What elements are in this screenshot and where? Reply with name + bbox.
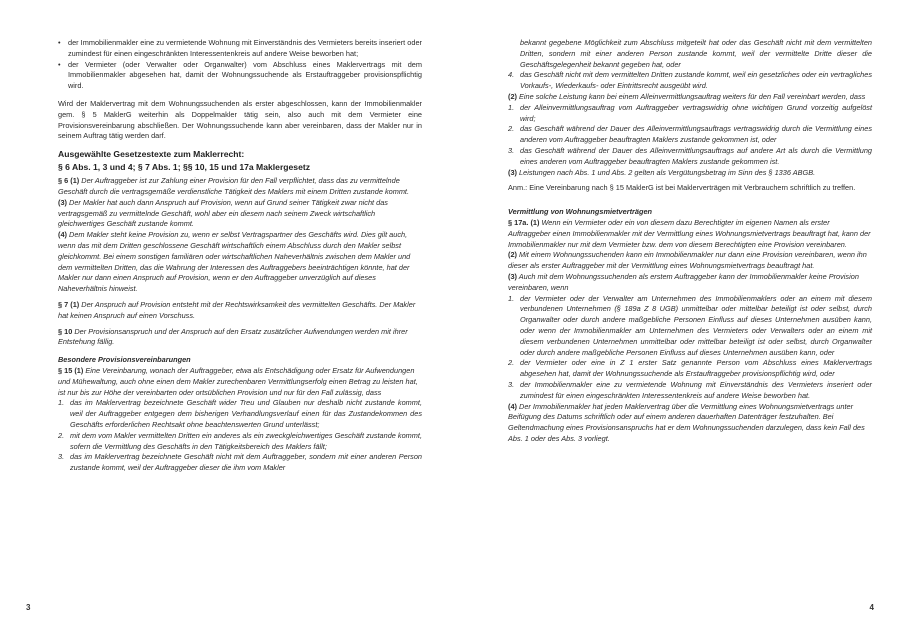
law-label: § 6 (1) — [58, 176, 80, 186]
law-text: Eine Vereinbarung, wonach der Auftraggeber, etwa als Entschädigung oder Ersatz für Aufwendungen und Mühewaltung, auch ohne einen dem Makler zurechenbaren Vermittlungserfolg einen Betrag zu leisten hat, ist nur bis zur Höhe der vereinbarten oder ortsüblichen Provision und nur für den Fall zulässig, dass — [58, 365, 418, 397]
paragraph-15-3 — [508, 168, 872, 179]
list-item: 2. mit dem vom Makler vermittelten Dritten ein anderes als ein zweckgleichwertiges Geschäft zustande kommt, sofern die Vermittlung des Geschäfts in den Tätigkeitsbereich des Maklers fällt; — [58, 430, 422, 451]
law-text: Der Anspruch auf Provision entsteht mit der Rechtswirksamkeit des vermittelten Geschäfts. Der Makler hat keinen Anspruch auf einen Vorschuss. — [58, 299, 416, 320]
law-label: § 17a. (1) — [508, 217, 540, 227]
condition-bullet-list — [58, 38, 422, 92]
paragraph-10 — [58, 327, 422, 349]
law-label: (3) — [58, 197, 67, 207]
law-label: § 10 — [58, 326, 73, 336]
paragraph-17a-3-list — [508, 294, 872, 402]
list-item: 1. der Vermieter oder der Verwalter am Unternehmen des Immobilienmaklers oder an einem mit diesem verbundenen Unternehmen (§ 189a Z 8 UGB) unmittelbar oder mittelbar beteiligt ist oder selbst, durch Organwalter oder durch andere maßgebliche Personen Einfluss auf dieses Unternehmen ausüben kann, oder wenn der Immobilienmakler am Unternehmen des Vermieters oder Verwalters oder an einem mit diesem verbundenen Unternehmen unmittelbar oder mittelbar beteiligt ist oder selbst, durch Organwalter oder durch andere maßgebliche Personen Einfluss auf dieses Unternehmen ausüben kann, oder — [508, 293, 872, 357]
continued-list — [508, 38, 872, 92]
law-label: (3) — [508, 167, 517, 177]
law-text: Eine solche Leistung kann bei einem Alleinvermittlungsauftrag weiters für den Fall vereinbart werden, dass — [516, 91, 866, 101]
right-text-column — [508, 38, 872, 445]
paragraph-15-2-list — [508, 103, 872, 168]
paragraph-17a — [508, 218, 872, 294]
law-label: (4) — [508, 401, 517, 411]
list-item: 2. das Geschäft während der Dauer des Alleinvermittlungsauftrags vertragswidrig durch die Vermittlung eines anderen vom Auftraggeber beauftragten Maklers zustande gekommen ist, oder — [508, 124, 872, 145]
law-text: Der Auftraggeber ist zur Zahlung einer Provision für den Fall verpflichtet, dass das zu vermittelnde Geschäft durch die vertragsgemäße verdienstliche Tätigkeit des Maklers mit einem Dritten zustande kommt. — [58, 176, 410, 196]
list-item: 3. das im Maklervertrag bezeichnete Geschäft nicht mit dem Auftraggeber, sondern mit einer anderen Person zustande kommt, weil der Auftraggeber dieser die ihm vom Makler — [58, 452, 422, 473]
intro-paragraph: Wird der Maklervertrag mit dem Wohnungssuchenden als erster abgeschlossen, kann der Immobilienmakler gem. § 5 MaklerG weiterhin als Doppelmakler tätig sein, also auch mit dem Vermieter eine Provisionsvereinbarung abschließen. Der Wohnungssuchende kann aber vereinbaren, dass der Makler nur in seinem Auftrag tätig werden darf. — [58, 98, 422, 141]
law-text: Dem Makler steht keine Provision zu, wenn er selbst Vertragspartner des Geschäfts wird. Dies gilt auch, wenn das mit dem Dritten geschlossene Geschäft wirtschaftlich einem Abschluss durch den Makler selbst gleichkommt. Bei einem sonstigen familiären oder wirtschaftlichen Naheverhältnis zwischen dem Makler und dem vermittelten Dritten, das die Wahrung der Interessen des Auftraggebers beeinträchtigen könnte, hat der Makler nur dann einen Anspruch auf Provision, wenn er den Auftraggeber unverzüglich auf dieses Naheverhältnis hinweist. — [58, 230, 411, 294]
paragraph-15 — [58, 366, 422, 398]
page-number: 4 — [869, 603, 874, 612]
left-text-column — [58, 38, 422, 474]
list-item: • der Vermieter (oder Verwalter oder Organwalter) vom Abschluss eines Maklervertrags mit dem Immobilienmakler abgesehen hat, damit der Wohnungssuchende als Erstauftraggeber provisionspflichtig wird. — [58, 60, 422, 92]
law-label: (4) — [58, 230, 67, 240]
page-number: 3 — [26, 603, 31, 612]
paragraph-17a-4 — [508, 402, 872, 445]
paragraph-7 — [58, 300, 422, 322]
list-item: 4. das Geschäft nicht mit dem vermittelten Dritten zustande kommt, weil ein gesetzliches oder ein vertragliches Vorkaufs-, Wiederkaufs- oder Eintrittsrecht ausgeübt wird. — [508, 70, 872, 91]
list-item: 1. das im Maklervertrag bezeichnete Geschäft wider Treu und Glauben nur deshalb nicht zustande kommt, weil der Auftraggeber entgegen dem bisherigen Verhandlungsverlauf einen für das Zustandekommen des Geschäfts erforderlichen Rechtsakt ohne beachtenswerten Grund unterlässt; — [58, 398, 422, 429]
list-item: 3. das Geschäft während der Dauer des Alleinvermittlungsauftrags auf andere Art als durch die Vermittlung eines anderen vom Auftraggeber beauftragten Maklers zustande gekommen ist. — [508, 145, 872, 166]
paragraph-15-2 — [508, 92, 872, 103]
law-text: Der Provisionsanspruch und der Anspruch auf den Ersatz zusätzlicher Aufwendungen werden mit ihrer Entstehung fällig. — [58, 326, 408, 347]
law-text: Wenn ein Vermieter oder ein von diesem dazu Berechtigter im eigenen Namen als erster Auftraggeber einen Immobilienmakler mit der Vermittlung eines Wohnungsmietvertrags beauftragt hat, kann der Immobilienmakler nur mit dem Vermieter bzw. dem von diesem Berechtigten eine Provision vereinbaren. — [508, 217, 871, 249]
right-page — [450, 0, 900, 638]
law-text: Der Makler hat auch dann Anspruch auf Provision, wenn auf Grund seiner Tätigkeit zwar nicht das vertragsgemäß zu vermittelnde Geschäft, wohl aber ein diesem nach seinem Zweck wirtschaftlich gleichwertiges Geschäft zustande kommt. — [58, 197, 388, 229]
list-item: 1. der Alleinvermittlungsauftrag vom Auftraggeber vertragswidrig ohne wichtigen Grund vorzeitig aufgelöst wird; — [508, 102, 872, 123]
law-label: § 7 (1) — [58, 299, 80, 309]
subheading: Vermittlung von Wohnungsmietverträgen — [508, 207, 653, 217]
law-label: § 15 (1) — [58, 365, 84, 375]
paragraph-15-list — [58, 398, 422, 474]
law-text: Auch mit dem Wohnungssuchenden als erstem Auftraggeber kann der Immobilienmakler keine Provision vereinbaren, wenn — [508, 271, 859, 292]
section-heading-laws: § 6 Abs. 1, 3 und 4; § 7 Abs. 1; §§ 10, 15 und 17a Maklergesetz — [58, 162, 311, 173]
law-text: Mit einem Wohnungssuchenden kann ein Immobilienmakler nur dann eine Provision vereinbaren, wenn ihn dieser als erster Auftraggeber mit der Vermittlung eines Wohnungsmietvertrags beauftragt hat. — [508, 250, 867, 271]
law-label: (2) — [508, 91, 517, 101]
law-text: Der Immobilienmakler hat jeden Maklervertrag über die Vermittlung eines Wohnungsmietvertrags unter Beifügung des Datums schriftlich oder auf einem anderen dauerhaften Datenträger festzuhalten. Bei Geltendmachung eines Provisionsanspruchs hat er dem Wohnungssuchenden darzulegen, dass kein Fall des Abs. 1 oder des Abs. 3 vorliegt. — [508, 401, 865, 443]
law-label: (2) — [508, 250, 517, 260]
list-item: bekannt gegebene Möglichkeit zum Abschluss mitgeteilt hat oder das Geschäft nicht mit dem vermittelten Dritten, sondern mit einer anderen Person zustande kommt, weil der vermittelte Dritte dieser die Geschäftsgelegenheit bekannt gegeben hat, oder — [520, 38, 872, 69]
list-item: 3. der Immobilienmakler eine zu vermietende Wohnung mit Einverständnis des Vermieters inseriert oder zumindest für einen eingeschränkten Interessentenkreis auf andere Weise beworben hat. — [508, 379, 872, 400]
list-item: • der Immobilienmakler eine zu vermietende Wohnung mit Einverständnis des Vermieters bereits inseriert oder zumindest für einen eingeschränkten Interessentenkreis auf andere Weise beworben hat; — [58, 38, 422, 60]
subheading: Besondere Provisionsvereinbarungen — [58, 355, 191, 365]
list-item: 2. der Vermieter oder eine in Z 1 erster Satz genannte Person vom Abschluss eines Maklervertrags abgesehen hat, damit der Wohnungssuchende als Erstauftraggeber provisionspflichtig wird, oder — [508, 358, 872, 379]
law-label: (3) — [508, 271, 517, 281]
section-heading: Ausgewählte Gesetzestexte zum Maklerrecht: — [58, 149, 245, 160]
paragraph-6 — [58, 176, 422, 295]
note-paragraph: Anm.: Eine Vereinbarung nach § 15 MaklerG ist bei Maklerverträgen mit Verbrauchern schriftlich zu treffen. — [508, 183, 856, 193]
law-text: Leistungen nach Abs. 1 und Abs. 2 gelten als Vergütungsbetrag im Sinn des § 1336 ABGB. — [516, 167, 816, 177]
